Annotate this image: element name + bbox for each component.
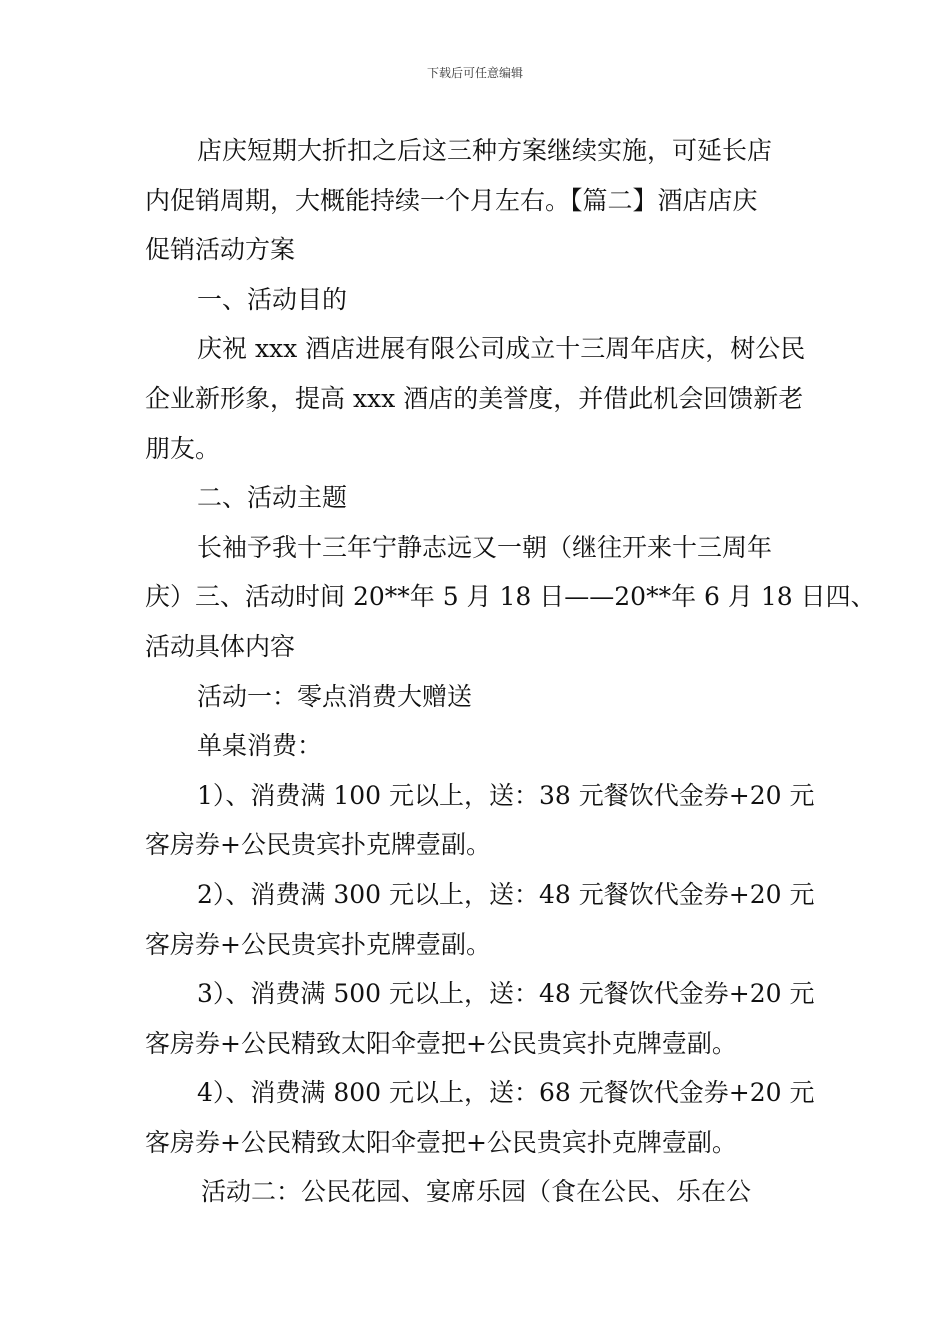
list-item-1 xyxy=(145,771,813,870)
page-header-note: 下载后可任意编辑 xyxy=(426,66,523,80)
text-line: 3）、消费满 500 元以上，送：48 元餐饮代金券+20 元 xyxy=(197,979,815,1009)
text-line: 客房券+公民精致太阳伞壹把+公民贵宾扑克牌壹副。 xyxy=(145,1127,737,1157)
heading-activity-one xyxy=(145,672,813,722)
text-line: 1）、消费满 100 元以上，送：38 元餐饮代金券+20 元 xyxy=(197,780,815,810)
list-item-4 xyxy=(145,1068,813,1167)
heading-activity-theme xyxy=(145,473,813,523)
text-line: 活动二：公民花园、宴席乐园（食在公民、乐在公 xyxy=(201,1177,752,1207)
text-line: 客房券+公民贵宾扑克牌壹副。 xyxy=(145,929,491,959)
text-line: 庆祝 xxx 酒店进展有限公司成立十三周年店庆，树公民 xyxy=(197,334,806,364)
paragraph-theme xyxy=(145,523,876,672)
text-line: 活动具体内容 xyxy=(145,631,296,661)
text-line: 4）、消费满 800 元以上，送：68 元餐饮代金券+20 元 xyxy=(197,1078,815,1108)
list-item-2 xyxy=(145,870,813,969)
document-body xyxy=(145,126,876,1217)
text-line: 庆）三、活动时间 20**年 5 月 18 日——20**年 6 月 18 日四、 xyxy=(145,582,876,612)
text-line: 客房券+公民精致太阳伞壹把+公民贵宾扑克牌壹副。 xyxy=(145,1028,737,1058)
text-line: 店庆短期大折扣之后这三种方案继续实施，可延长店 xyxy=(197,136,773,165)
text-line: 朋友。 xyxy=(145,433,221,463)
text-line: 促销活动方案 xyxy=(145,235,296,265)
text-line: 活动一：零点消费大赠送 xyxy=(197,681,473,711)
text-line: 长袖予我十三年宁静志远又一朝（继往开来十三周年 xyxy=(197,532,773,562)
heading-activity-two xyxy=(145,1167,813,1217)
text-line: 内促销周期，大概能持续一个月左右。【篇二】酒店店庆 xyxy=(145,185,758,215)
text-line: 企业新形象，提高 xxx 酒店的美誉度，并借此机会回馈新老 xyxy=(145,383,804,413)
heading-single-table xyxy=(145,721,813,771)
paragraph-intro xyxy=(145,126,813,275)
list-item-3 xyxy=(145,969,813,1068)
text-line: 二、活动主题 xyxy=(197,483,348,513)
text-line: 一、活动目的 xyxy=(197,284,348,314)
heading-activity-purpose xyxy=(145,275,813,325)
text-line: 2）、消费满 300 元以上，送：48 元餐饮代金券+20 元 xyxy=(197,879,815,909)
paragraph-purpose xyxy=(145,324,813,473)
text-line: 单桌消费： xyxy=(197,731,323,761)
text-line: 客房券+公民贵宾扑克牌壹副。 xyxy=(145,830,491,860)
